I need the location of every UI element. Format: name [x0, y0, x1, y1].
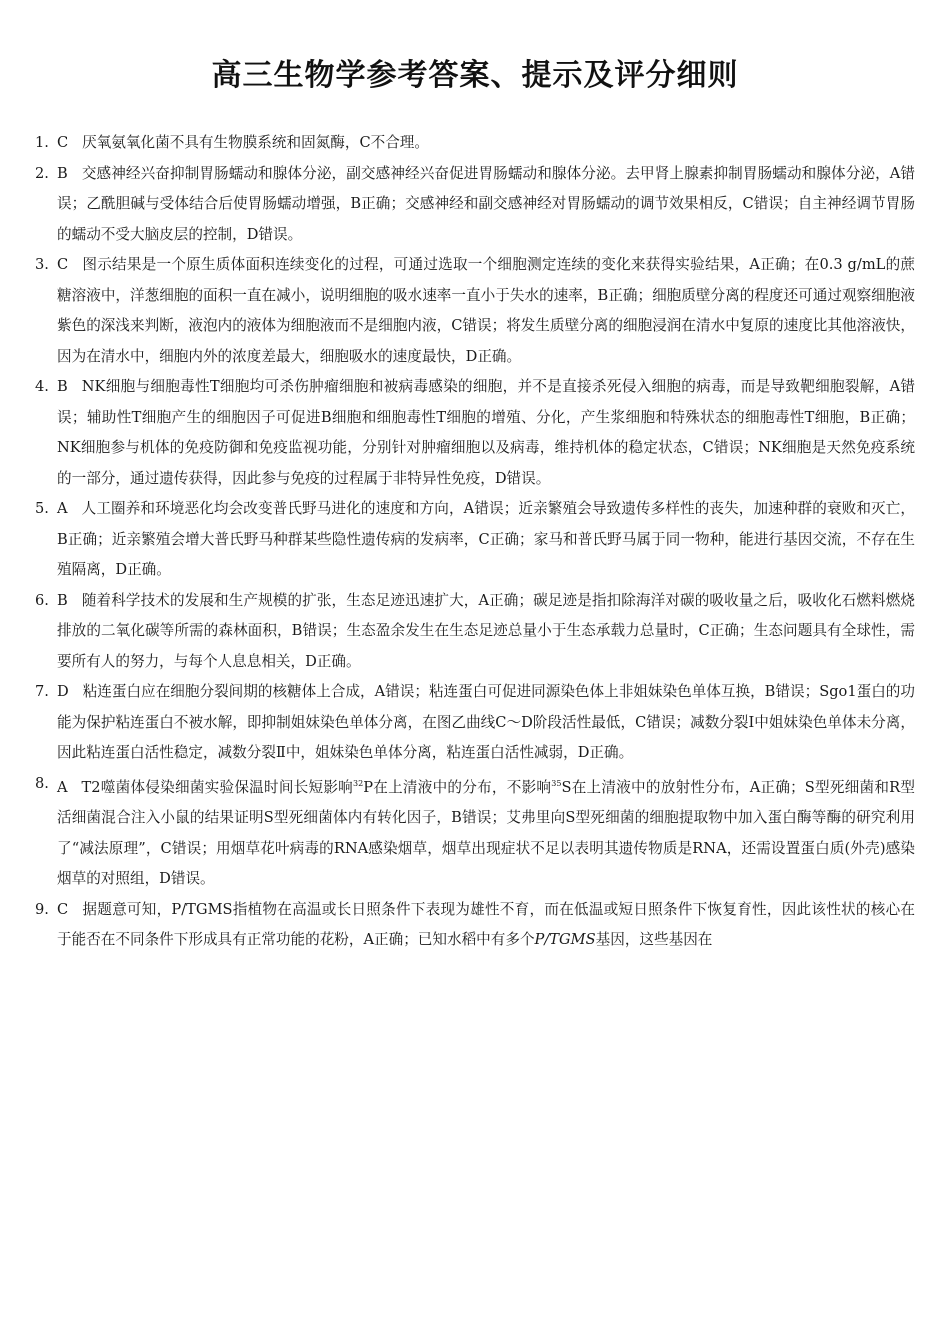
answer-letter: C — [57, 134, 69, 151]
answer-item — [35, 159, 915, 251]
page-title: 高三生物学参考答案、提示及评分细则 — [211, 58, 739, 93]
explanation-text: 随着科学技术的发展和生产规模的扩张，生态足迹迅速扩大，A正确；碳足迹是指扣除海洋对碳的吸收量之后，吸收化石燃料燃烧排放的二氧化碳等所需的森林面积，B错误；生态盈余发生在生态足迹总量小于生态承载力总量时，C正确；生态问题具有全球性，需要所有人的努力，与每个人息息相关，D正确。 — [57, 591, 915, 670]
answer-letter: B — [57, 378, 68, 395]
answer-item — [35, 769, 915, 895]
answer-letter: B — [57, 591, 68, 609]
answer-item — [35, 586, 915, 678]
question-number: 5. — [35, 500, 49, 517]
answer-item — [35, 895, 915, 956]
question-number: 4. — [35, 378, 49, 395]
explanation-text: 交感神经兴奋抑制胃肠蠕动和腺体分泌，副交感神经兴奋促进胃肠蠕动和腺体分泌。去甲肾上腺素抑制胃肠蠕动和腺体分泌，A错误；乙酰胆碱与受体结合后使胃肠蠕动增强，B正确；交感神经和副交感神经对胃肠蠕动的调节效果相反，C错误；自主神经调节胃肠的蠕动不受大脑皮层的控制，D错误。 — [57, 164, 915, 243]
isotope-superscript: 35 — [551, 778, 562, 788]
question-number: 1. — [35, 134, 49, 151]
question-number: 2. — [35, 164, 49, 182]
answer-letter: A — [57, 500, 68, 517]
answer-item — [35, 128, 915, 159]
explanation-text: 粘连蛋白应在细胞分裂间期的核糖体上合成，A错误；粘连蛋白可促进同源染色体上非姐妹染色单体互换，B错误；Sgo1蛋白的功能为保护粘连蛋白不被水解，即抑制姐妹染色单体分离，在图乙曲线C～D阶段活性最低，C错误；减数分裂Ⅰ中姐妹染色单体未分离，因此粘连蛋白活性稳定，减数分裂Ⅱ中，姐妹染色单体分离，粘连蛋白活性减弱，D正确。 — [57, 683, 915, 761]
answer-letter: D — [57, 683, 69, 700]
answer-letter: C — [57, 900, 69, 918]
question-number: 7. — [35, 683, 49, 700]
question-number: 8. — [35, 774, 49, 792]
question-number: 6. — [35, 591, 49, 609]
question-number: 3. — [35, 256, 49, 273]
answer-item — [35, 494, 915, 586]
explanation-text: P在上清液中的分布，不影响 — [363, 778, 552, 796]
explanation-text: 厌氧氨氧化菌不具有生物膜系统和固氮酶，C不合理。 — [82, 134, 429, 151]
explanation-text: S在上清液中的放射性分布，A正确；S型死细菌和R型活细菌混合注入小鼠的结果证明S型死细菌体内有转化因子，B错误；艾弗里向S型死细菌的细胞提取物中加入蛋白酶等酶的研究利用了“减法原理”，C错误；用烟草花叶病毒的RNA感染烟草，烟草出现症状不足以表明其遗传物质是RNA，还需设置蛋白质(外壳)感染烟草的对照组，D错误。 — [57, 778, 915, 887]
explanation-text: 据题意可知，P/TGMS指植物在高温或长日照条件下表现为雄性不育，而在低温或短日照条件下恢复育性，因此该性状的核心在于能否在不同条件下形成具有正常功能的花粉，A正确；已知水稻中有多个 — [57, 900, 915, 948]
answer-list — [35, 128, 915, 956]
isotope-superscript: 32 — [353, 778, 364, 788]
gene-name-italic: P/TGMS — [534, 931, 596, 948]
answer-letter: A — [57, 778, 68, 796]
question-number: 9. — [35, 900, 49, 918]
explanation-text: 图示结果是一个原生质体面积连续变化的过程，可通过选取一个细胞测定连续的变化来获得实验结果，A正确；在0.3 g/mL的蔗糖溶液中，洋葱细胞的面积一直在减小，说明细胞的吸水速率一直小于失水的速率，B正确；细胞质壁分离的程度还可通过观察细胞液紫色的深浅来判断，液泡内的液体为细胞液而不是细胞内液，C错误；将发生质壁分离的细胞浸润在清水中复原的速度比其他溶液快，因为在清水中，细胞内外的浓度差最大，细胞吸水的速度最快，D正确。 — [57, 256, 915, 365]
answer-letter: C — [57, 256, 69, 273]
explanation-text: T2噬菌体侵染细菌实验保温时间长短影响 — [81, 778, 353, 796]
answer-item — [35, 677, 915, 769]
answer-item — [35, 372, 915, 494]
explanation-text: 基因，这些基因在 — [595, 931, 713, 948]
explanation-text: 人工圈养和环境恶化均会改变普氏野马进化的速度和方向，A错误；近亲繁殖会导致遗传多样性的丧失，加速种群的衰败和灭亡，B正确；近亲繁殖会增大普氏野马种群某些隐性遗传病的发病率，C正确；家马和普氏野马属于同一物种，能进行基因交流，不存在生殖隔离，D正确。 — [57, 500, 915, 578]
explanation-text: NK细胞与细胞毒性T细胞均可杀伤肿瘤细胞和被病毒感染的细胞，并不是直接杀死侵入细胞的病毒，而是导致靶细胞裂解，A错误；辅助性T细胞产生的细胞因子可促进B细胞和细胞毒性T细胞的增殖、分化，产生浆细胞和特殊状态的细胞毒性T细胞，B正确；NK细胞参与机体的免疫防御和免疫监视功能，分别针对肿瘤细胞以及病毒，维持机体的稳定状态，C错误；NK细胞是天然免疫系统的一部分，通过遗传获得，因此参与免疫的过程属于非特异性免疫，D错误。 — [57, 378, 915, 487]
answer-letter: B — [57, 164, 68, 182]
answer-item — [35, 250, 915, 372]
